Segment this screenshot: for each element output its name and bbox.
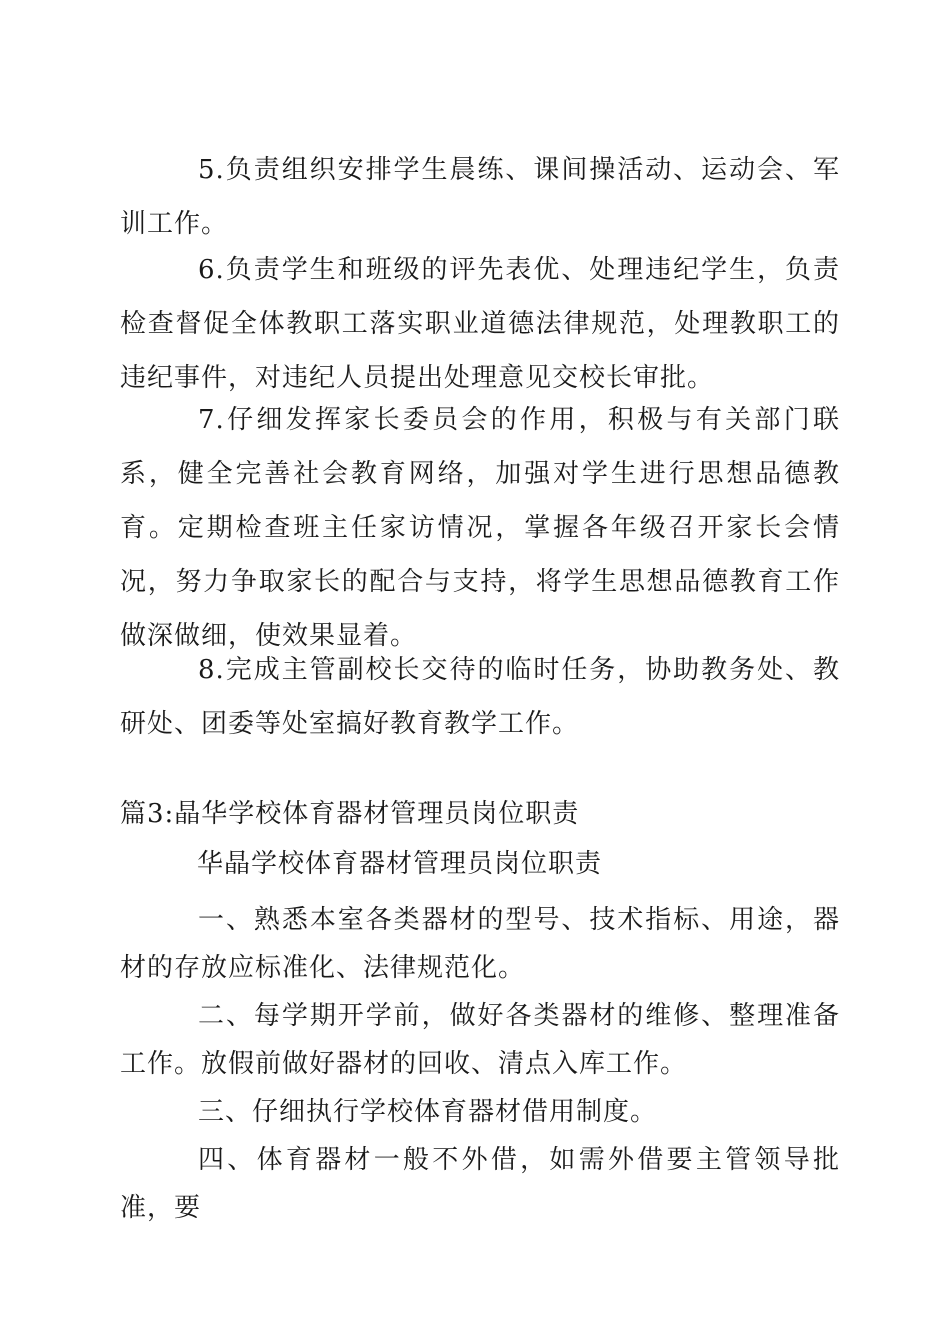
paragraph-item-6: 6.负责学生和班级的评先表优、处理违纪学生，负责检查督促全体教职工落实职业道德法律规范，处理教职工的违纪事件，对违纪人员提出处理意见交校长审批。 [120,255,840,393]
section-title: 华晶学校体育器材管理员岗位职责 [197,849,603,879]
paragraph-duty-2: 二、每学期开学前，做好各类器材的维修、整理准备工作。放假前做好器材的回收、清点入库工作。 [120,1001,840,1079]
paragraph-duty-3: 三、仔细执行学校体育器材借用制度。 [198,1097,658,1127]
paragraph-duty-4: 四、体育器材一般不外借，如需外借要主管领导批准，要 [120,1145,840,1223]
paragraph-item-7: 7.仔细发挥家长委员会的作用，积极与有关部门联系，健全完善社会教育网络，加强对学生进行思想品德教育。定期检查班主任家访情况，掌握各年级召开家长会情况，努力争取家长的配合与支持，将学生思想品德教育工作做深做细，使效果显着。 [120,405,840,651]
paragraph-duty-1: 一、熟悉本室各类器材的型号、技术指标、用途，器材的存放应标准化、法律规范化。 [120,905,840,983]
paragraph-item-8: 8.完成主管副校长交待的临时任务，协助教务处、教研处、团委等处室搞好教育教学工作。 [120,655,840,739]
paragraph-item-5: 5.负责组织安排学生晨练、课间操活动、运动会、军训工作。 [120,155,840,239]
section-heading: 篇3:晶华学校体育器材管理员岗位职责 [120,799,580,829]
